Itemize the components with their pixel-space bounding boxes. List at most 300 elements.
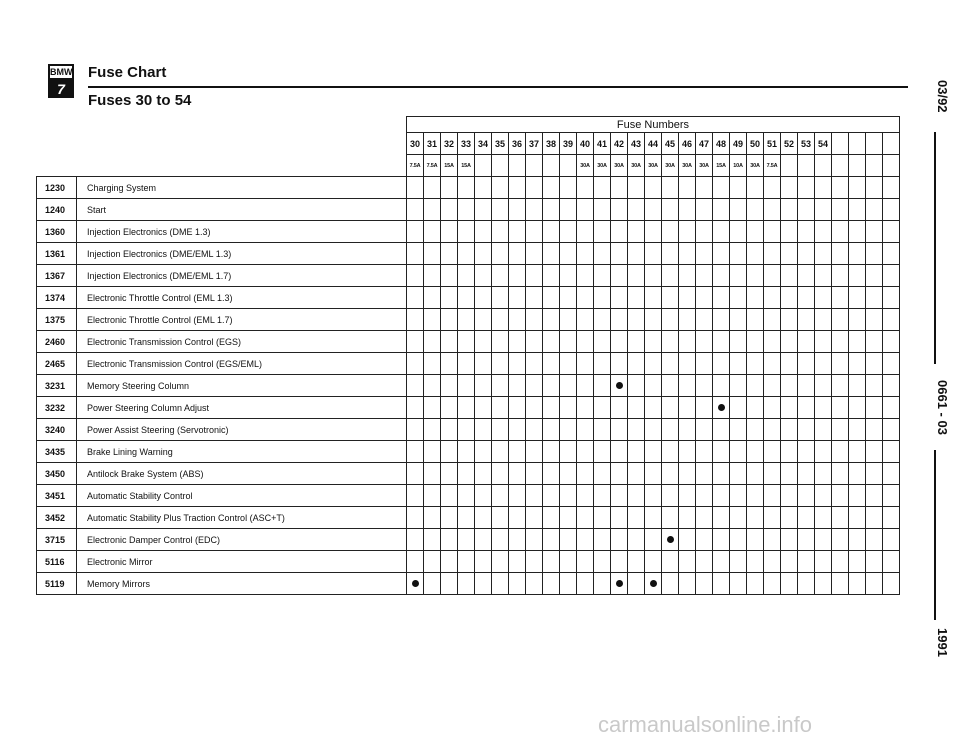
fuse-cell — [832, 265, 849, 287]
fuse-cell — [713, 397, 730, 419]
fuse-number: 54 — [815, 133, 832, 155]
fuse-cell — [713, 243, 730, 265]
fuse-cell — [611, 199, 628, 221]
fuse-cell — [713, 353, 730, 375]
fuse-cell — [849, 551, 866, 573]
fuse-cell — [492, 375, 509, 397]
fuse-cell — [713, 265, 730, 287]
fuse-cell — [594, 463, 611, 485]
fuse-cell — [866, 529, 883, 551]
fuse-cell — [662, 177, 679, 199]
fuse-cell — [407, 507, 424, 529]
fuse-cell — [764, 397, 781, 419]
fuse-cell — [798, 221, 815, 243]
circuit-code: 2460 — [37, 331, 77, 353]
fuse-cell — [764, 265, 781, 287]
fuse-cell — [492, 177, 509, 199]
fuse-cell — [407, 221, 424, 243]
fuse-cell — [849, 287, 866, 309]
fuse-cell — [679, 221, 696, 243]
side-line-1 — [934, 132, 936, 364]
fuse-cell — [696, 287, 713, 309]
circuit-name: Power Steering Column Adjust — [77, 397, 407, 419]
fuse-cell — [475, 309, 492, 331]
fuse-cell — [543, 177, 560, 199]
circuit-code: 3240 — [37, 419, 77, 441]
fuse-cell — [509, 243, 526, 265]
fuse-number: 36 — [509, 133, 526, 155]
fuse-cell — [577, 441, 594, 463]
fuse-cell — [730, 419, 747, 441]
fuse-cell — [424, 507, 441, 529]
fuse-cell — [492, 243, 509, 265]
fuse-cell — [543, 529, 560, 551]
fuse-cell — [883, 441, 900, 463]
circuit-code: 3450 — [37, 463, 77, 485]
fuse-cell — [560, 485, 577, 507]
fuse-cell — [849, 309, 866, 331]
fuse-cell — [577, 397, 594, 419]
fuse-number: 46 — [679, 133, 696, 155]
fuse-cell — [747, 177, 764, 199]
fuse-cell — [832, 463, 849, 485]
fuse-cell — [475, 375, 492, 397]
page-title: Fuse Chart — [88, 64, 167, 81]
fuse-cell — [781, 287, 798, 309]
fuse-cell — [679, 309, 696, 331]
fuse-cell — [458, 265, 475, 287]
fuse-cell — [424, 265, 441, 287]
fuse-cell — [645, 309, 662, 331]
fuse-cell — [849, 573, 866, 595]
fuse-cell — [628, 199, 645, 221]
fuse-cell — [560, 397, 577, 419]
fuse-cell — [883, 287, 900, 309]
fuse-amp — [781, 155, 798, 177]
fuse-cell — [866, 309, 883, 331]
fuse-cell — [577, 243, 594, 265]
fuse-cell — [594, 397, 611, 419]
fuse-cell — [475, 485, 492, 507]
fuse-cell — [594, 243, 611, 265]
fuse-cell — [696, 331, 713, 353]
title-rule — [88, 86, 908, 88]
fuse-cell — [662, 243, 679, 265]
fuse-cell — [696, 243, 713, 265]
side-year: 1991 — [935, 628, 950, 657]
fuse-amp: 7.5A — [407, 155, 424, 177]
logo-brand: BMW — [50, 66, 72, 80]
fuse-cell — [560, 265, 577, 287]
fuse-amp: 15A — [441, 155, 458, 177]
fuse-cell — [407, 177, 424, 199]
fuse-cell — [764, 463, 781, 485]
fuse-cell — [764, 573, 781, 595]
fuse-cell — [730, 353, 747, 375]
fuse-cell — [441, 573, 458, 595]
fuse-cell — [849, 485, 866, 507]
fuse-cell — [475, 397, 492, 419]
fuse-cell — [526, 287, 543, 309]
circuit-code: 1230 — [37, 177, 77, 199]
fuse-cell — [883, 463, 900, 485]
header-group-row — [37, 117, 900, 133]
fuse-cell — [679, 199, 696, 221]
fuse-cell — [492, 529, 509, 551]
fuse-cell — [832, 375, 849, 397]
fuse-cell — [662, 441, 679, 463]
fuse-cell — [424, 463, 441, 485]
fuse-cell — [611, 397, 628, 419]
fuse-cell — [560, 375, 577, 397]
fuse-cell — [832, 397, 849, 419]
fuse-cell — [645, 287, 662, 309]
fuse-cell — [560, 573, 577, 595]
fuse-cell — [713, 529, 730, 551]
fuse-cell — [662, 221, 679, 243]
fuse-cell — [441, 485, 458, 507]
table-row — [37, 441, 900, 463]
fuse-cell — [713, 199, 730, 221]
fuse-cell — [645, 485, 662, 507]
fuse-cell — [526, 177, 543, 199]
fuse-amp — [509, 155, 526, 177]
fuse-cell — [781, 397, 798, 419]
fuse-number: 34 — [475, 133, 492, 155]
fuse-number: 38 — [543, 133, 560, 155]
fuse-cell — [458, 177, 475, 199]
fuse-cell — [407, 463, 424, 485]
fuse-cell — [645, 353, 662, 375]
fuse-cell — [611, 221, 628, 243]
fuse-cell — [815, 463, 832, 485]
fuse-cell — [662, 463, 679, 485]
fuse-cell — [679, 177, 696, 199]
fuse-cell — [883, 243, 900, 265]
fuse-cell — [679, 573, 696, 595]
fuse-amp: 30A — [662, 155, 679, 177]
fuse-cell — [645, 573, 662, 595]
fuse-cell — [543, 507, 560, 529]
fuse-cell — [798, 199, 815, 221]
fuse-cell — [713, 441, 730, 463]
fuse-cell — [883, 199, 900, 221]
fuse-cell — [798, 485, 815, 507]
fuse-cell — [713, 375, 730, 397]
fuse-cell — [798, 177, 815, 199]
fuse-cell — [458, 287, 475, 309]
fuse-cell — [441, 463, 458, 485]
fuse-cell — [730, 463, 747, 485]
fuse-cell — [883, 529, 900, 551]
fuse-cell — [407, 551, 424, 573]
fuse-amp — [866, 155, 883, 177]
fuse-cell — [832, 287, 849, 309]
side-date: 03/92 — [935, 80, 950, 113]
fuse-cell — [611, 507, 628, 529]
fuse-amp — [832, 155, 849, 177]
fuse-cell — [713, 573, 730, 595]
fuse-cell — [781, 265, 798, 287]
fuse-cell — [866, 375, 883, 397]
fuse-cell — [866, 243, 883, 265]
fuse-cell — [628, 419, 645, 441]
fuse-cell — [424, 419, 441, 441]
fuse-cell — [815, 287, 832, 309]
fuse-cell — [458, 573, 475, 595]
fuse-cell — [798, 309, 815, 331]
fuse-cell — [696, 309, 713, 331]
fuse-cell — [492, 221, 509, 243]
fuse-cell — [611, 353, 628, 375]
fuse-cell — [866, 441, 883, 463]
fuse-cell — [594, 353, 611, 375]
circuit-code: 1361 — [37, 243, 77, 265]
fuse-cell — [543, 331, 560, 353]
fuse-amp — [543, 155, 560, 177]
fuse-cell — [781, 353, 798, 375]
fuse-cell — [594, 287, 611, 309]
fuse-number: 30 — [407, 133, 424, 155]
fuse-cell — [781, 441, 798, 463]
fuse-cell — [883, 397, 900, 419]
fuse-cell — [866, 551, 883, 573]
fuse-cell — [560, 441, 577, 463]
fuse-cell — [696, 441, 713, 463]
fuse-cell — [815, 419, 832, 441]
fuse-cell — [594, 265, 611, 287]
fuse-amp: 7.5A — [764, 155, 781, 177]
fuse-cell — [713, 331, 730, 353]
fuse-cell — [577, 287, 594, 309]
fuse-cell — [781, 309, 798, 331]
fuse-cell — [441, 243, 458, 265]
fuse-cell — [577, 463, 594, 485]
fuse-cell — [407, 375, 424, 397]
table-row — [37, 287, 900, 309]
fuse-cell — [594, 375, 611, 397]
fuse-amp: 30A — [696, 155, 713, 177]
fuse-number: 43 — [628, 133, 645, 155]
fuse-cell — [441, 331, 458, 353]
fuse-cell — [662, 529, 679, 551]
fuse-cell — [628, 309, 645, 331]
fuse-cell — [475, 265, 492, 287]
fuse-cell — [628, 529, 645, 551]
fuse-cell — [866, 199, 883, 221]
fuse-cell — [543, 221, 560, 243]
fuse-cell — [543, 441, 560, 463]
fuse-cell — [509, 353, 526, 375]
fuse-used-dot — [650, 580, 657, 587]
fuse-cell — [611, 177, 628, 199]
fuse-cell — [832, 419, 849, 441]
fuse-cell — [645, 265, 662, 287]
circuit-code: 3715 — [37, 529, 77, 551]
fuse-cell — [866, 507, 883, 529]
fuse-cell — [883, 177, 900, 199]
fuse-cell — [628, 507, 645, 529]
fuse-cell — [458, 199, 475, 221]
circuit-name: Memory Mirrors — [77, 573, 407, 595]
fuse-cell — [441, 529, 458, 551]
fuse-used-dot — [718, 404, 725, 411]
circuit-name: Injection Electronics (DME 1.3) — [77, 221, 407, 243]
fuse-number: 47 — [696, 133, 713, 155]
fuse-cell — [679, 441, 696, 463]
fuse-cell — [764, 221, 781, 243]
fuse-cell — [492, 419, 509, 441]
fuse-cell — [883, 353, 900, 375]
fuse-cell — [815, 353, 832, 375]
fuse-cell — [526, 441, 543, 463]
fuse-cell — [424, 199, 441, 221]
fuse-cell — [611, 441, 628, 463]
fuse-number: 49 — [730, 133, 747, 155]
fuse-cell — [849, 265, 866, 287]
fuse-cell — [594, 529, 611, 551]
fuse-cell — [696, 507, 713, 529]
fuse-cell — [424, 375, 441, 397]
fuse-cell — [492, 199, 509, 221]
fuse-cell — [492, 507, 509, 529]
fuse-cell — [560, 243, 577, 265]
page-subtitle: Fuses 30 to 54 — [88, 92, 192, 109]
fuse-cell — [798, 397, 815, 419]
fuse-cell — [798, 265, 815, 287]
fuse-cell — [798, 529, 815, 551]
circuit-name: Electronic Transmission Control (EGS) — [77, 331, 407, 353]
fuse-cell — [577, 485, 594, 507]
fuse-cell — [611, 331, 628, 353]
fuse-cell — [883, 573, 900, 595]
fuse-cell — [730, 265, 747, 287]
fuse-cell — [849, 375, 866, 397]
fuse-amp: 10A — [730, 155, 747, 177]
fuse-number: 41 — [594, 133, 611, 155]
fuse-cell — [679, 507, 696, 529]
fuse-cell — [475, 243, 492, 265]
fuse-cell — [560, 331, 577, 353]
fuse-cell — [526, 221, 543, 243]
fuse-cell — [475, 573, 492, 595]
fuse-cell — [628, 287, 645, 309]
fuse-cell — [730, 309, 747, 331]
fuse-number: 35 — [492, 133, 509, 155]
fuse-cell — [747, 529, 764, 551]
fuse-cell — [713, 309, 730, 331]
fuse-cell — [747, 375, 764, 397]
fuse-cell — [441, 221, 458, 243]
fuse-cell — [849, 177, 866, 199]
fuse-cell — [883, 221, 900, 243]
fuse-cell — [628, 441, 645, 463]
fuse-cell — [696, 485, 713, 507]
fuse-cell — [781, 573, 798, 595]
fuse-cell — [662, 265, 679, 287]
fuse-cell — [441, 441, 458, 463]
fuse-cell — [696, 221, 713, 243]
fuse-cell — [883, 331, 900, 353]
fuse-cell — [679, 485, 696, 507]
fuse-cell — [543, 243, 560, 265]
fuse-number: 40 — [577, 133, 594, 155]
fuse-cell — [815, 485, 832, 507]
fuse-cell — [577, 221, 594, 243]
fuse-cell — [832, 441, 849, 463]
fuse-cell — [849, 353, 866, 375]
fuse-cell — [730, 331, 747, 353]
fuse-cell — [883, 485, 900, 507]
table-row — [37, 551, 900, 573]
fuse-cell — [730, 221, 747, 243]
fuse-cell — [560, 529, 577, 551]
fuse-cell — [594, 441, 611, 463]
fuse-cell — [679, 353, 696, 375]
fuse-cell — [492, 397, 509, 419]
circuit-name: Start — [77, 199, 407, 221]
fuse-cell — [492, 287, 509, 309]
circuit-name: Electronic Mirror — [77, 551, 407, 573]
fuse-cell — [441, 353, 458, 375]
fuse-cell — [475, 419, 492, 441]
fuse-cell — [543, 265, 560, 287]
fuse-cell — [458, 353, 475, 375]
fuse-cell — [730, 199, 747, 221]
fuse-cell — [764, 419, 781, 441]
fuse-cell — [747, 287, 764, 309]
fuse-cell — [424, 287, 441, 309]
fuse-cell — [730, 375, 747, 397]
fuse-cell — [492, 441, 509, 463]
fuse-cell — [560, 551, 577, 573]
fuse-cell — [560, 309, 577, 331]
fuse-cell — [407, 199, 424, 221]
fuse-cell — [747, 199, 764, 221]
circuit-code: 1375 — [37, 309, 77, 331]
fuse-cell — [730, 177, 747, 199]
fuse-cell — [526, 331, 543, 353]
fuse-cell — [509, 507, 526, 529]
fuse-cell — [866, 221, 883, 243]
fuse-cell — [815, 265, 832, 287]
fuse-cell — [509, 551, 526, 573]
fuse-cell — [866, 573, 883, 595]
fuse-cell — [526, 375, 543, 397]
fuse-cell — [815, 507, 832, 529]
fuse-cell — [475, 177, 492, 199]
fuse-cell — [866, 419, 883, 441]
fuse-cell — [441, 419, 458, 441]
fuse-cell — [492, 573, 509, 595]
fuse-cell — [526, 529, 543, 551]
fuse-cell — [475, 463, 492, 485]
fuse-cell — [543, 485, 560, 507]
fuse-cell — [441, 309, 458, 331]
table-row — [37, 485, 900, 507]
fuse-cell — [764, 375, 781, 397]
fuse-cell — [764, 441, 781, 463]
fuse-cell — [815, 221, 832, 243]
fuse-cell — [526, 485, 543, 507]
fuse-cell — [747, 551, 764, 573]
fuse-cell — [594, 221, 611, 243]
fuse-cell — [424, 397, 441, 419]
fuse-cell — [543, 419, 560, 441]
fuse-cell — [526, 353, 543, 375]
fuse-cell — [509, 573, 526, 595]
fuse-cell — [815, 199, 832, 221]
